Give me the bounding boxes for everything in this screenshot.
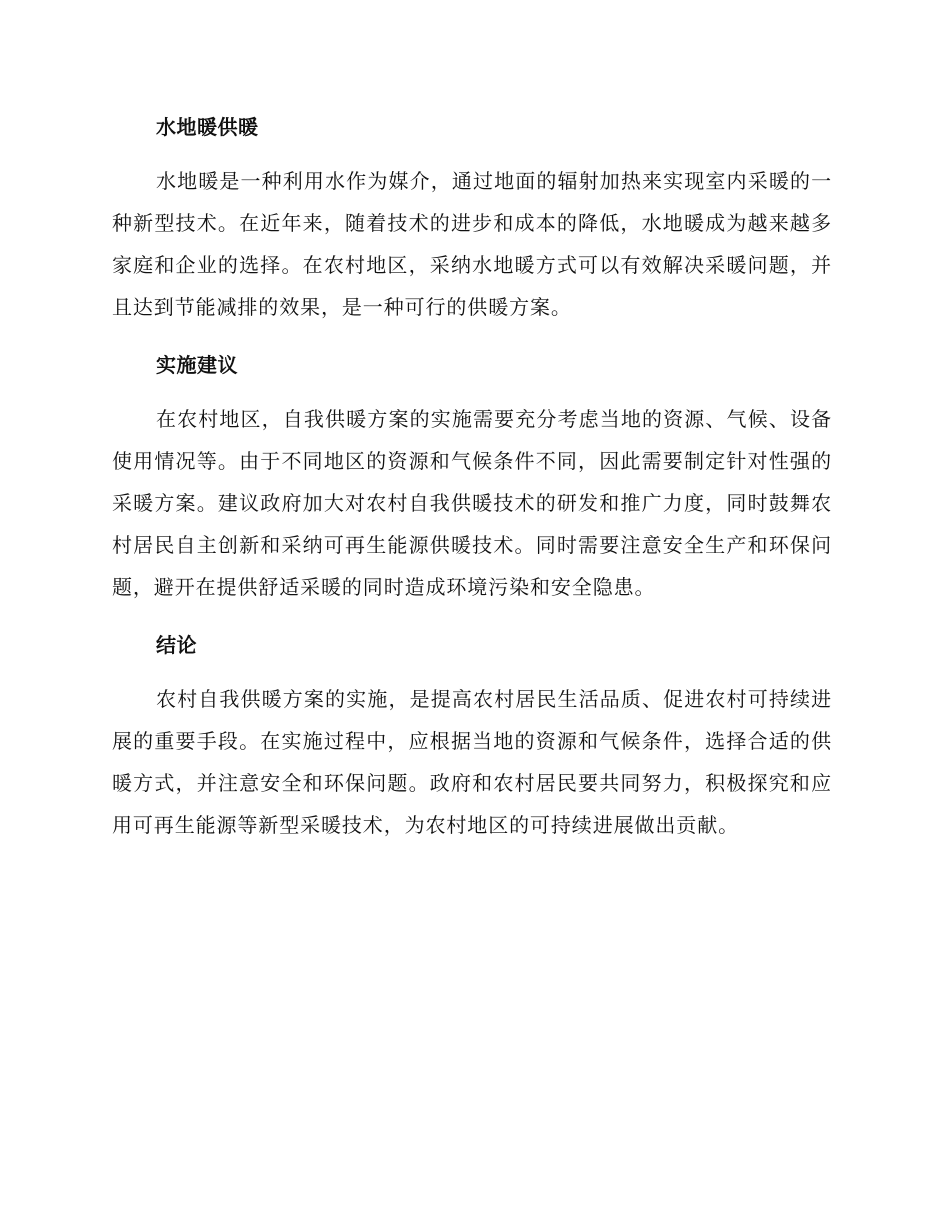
section-implementation-suggestions: [112, 345, 832, 608]
document-content: [112, 107, 832, 863]
section-heading: 水地暖供暖: [156, 115, 259, 139]
section-paragraph: 农村自我供暖方案的实施，是提高农村居民生活品质、促进农村可持续进展的重要手段。在实施过程中，应根据当地的资源和气候条件，选择合适的供暖方式，并注意安全和环保问题。政府和农村居民要共同努力，积极探究和应用可再生能源等新型采暖技术，为农村地区的可持续进展做出贡献。: [112, 687, 832, 837]
section-paragraph: 水地暖是一种利用水作为媒介，通过地面的辐射加热来实现室内采暖的一种新型技术。在近年来，随着技术的进步和成本的降低，水地暖成为越来越多家庭和企业的选择。在农村地区，采纳水地暖方式可以有效解决采暖问题，并且达到节能减排的效果，是一种可行的供暖方案。: [112, 169, 832, 319]
section-heading: 结论: [156, 633, 197, 657]
section-paragraph: 在农村地区，自我供暖方案的实施需要充分考虑当地的资源、气候、设备使用情况等。由于不同地区的资源和气候条件不同，因此需要制定针对性强的采暖方案。建议政府加大对农村自我供暖技术的研发和推广力度，同时鼓舞农村居民自主创新和采纳可再生能源供暖技术。同时需要注意安全生产和环保问题，避开在提供舒适采暖的同时造成环境污染和安全隐患。: [112, 407, 832, 599]
section-heading: 实施建议: [156, 353, 238, 377]
section-water-floor-heating: [112, 107, 832, 328]
section-conclusion: [112, 625, 832, 846]
